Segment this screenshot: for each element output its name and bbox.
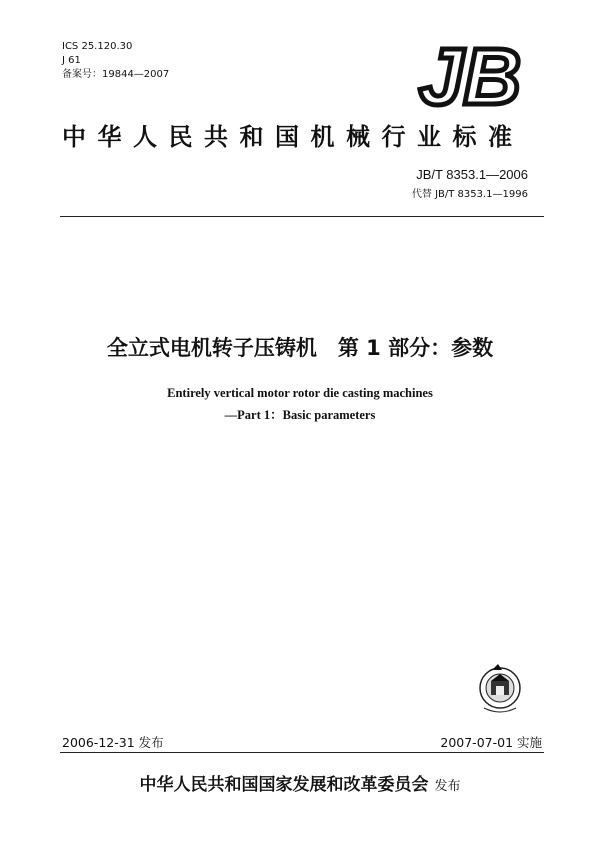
issuer-suffix: 发布 bbox=[434, 779, 461, 794]
ics-code: ICS 25.120.30 bbox=[62, 41, 133, 52]
publisher-emblem-icon bbox=[472, 660, 528, 720]
classification-code: J 61 bbox=[62, 55, 81, 66]
issuer-name: 中华人民共和国国家发展和改革委员会 bbox=[139, 775, 429, 795]
title-english-line1: Entirely vertical motor rotor die casting machines bbox=[167, 386, 433, 400]
record-number: 备案号：19844—2007 bbox=[62, 69, 170, 80]
header-rule bbox=[60, 216, 544, 217]
replaces-standard: 代替 JB/T 8353.1—1996 bbox=[411, 189, 528, 200]
issue-date: 2006-12-31 发布 bbox=[62, 735, 164, 750]
footer-rule bbox=[60, 752, 544, 753]
logo-text: JB bbox=[418, 40, 522, 112]
title-chinese: 全立式电机转子压铸机 第 1 部分：参数 bbox=[106, 336, 494, 360]
org-title: 中华人民共和国机械行业标准 bbox=[62, 123, 524, 151]
standard-number: JB/T 8353.1—2006 bbox=[416, 167, 528, 182]
issuer bbox=[0, 770, 600, 795]
title-english-line2: —Part 1：Basic parameters bbox=[224, 408, 376, 422]
jb-logo bbox=[405, 40, 535, 112]
implementation-date: 2007-07-01 实施 bbox=[440, 735, 542, 750]
